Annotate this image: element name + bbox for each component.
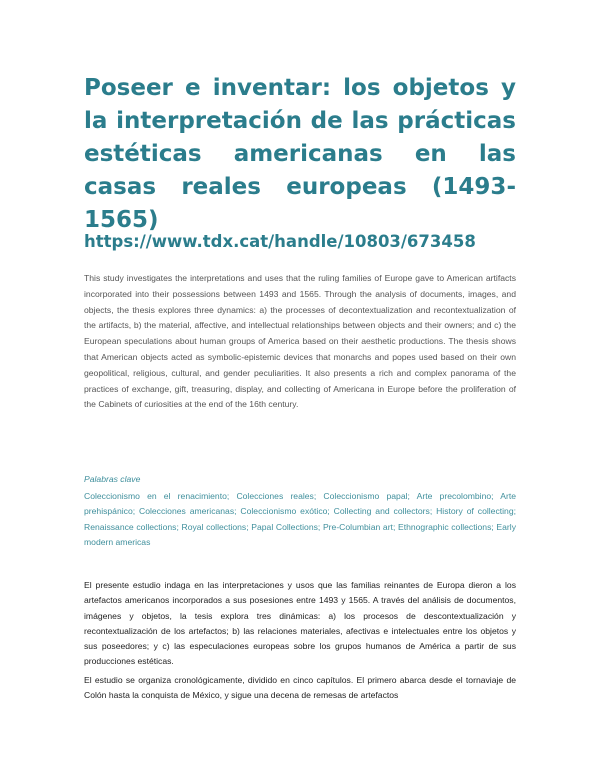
keywords-heading: Palabras clave (84, 474, 141, 484)
document-title: Poseer e inventar: los objetos y la interpretación de las prácticas estéticas americanas en las casas reales europeas (1493-1565) (84, 75, 516, 233)
abstract-spanish-paragraph-2: El estudio se organiza cronológicamente, dividido en cinco capítulos. El primero abarca desde el tornaviaje de Colón hasta la conquista de México, y sigue una decena de remesas de artefactos (84, 675, 516, 701)
keywords-list: Coleccionismo en el renacimiento; Colecciones reales; Coleccionismo papal; Arte precolombino; Arte prehispánico; Colecciones americanas; Coleccionismo exótico; Collecting and collectors; History of collecting; Renaissance collections; Royal collections; Papal Collections; Pre-Columbian art; Ethnographic collections; Early modern americas (84, 491, 516, 548)
handle-link[interactable]: https://www.tdx.cat/handle/10803/673458 (84, 232, 476, 251)
abstract-spanish-paragraph-1: El presente estudio indaga en las interpretaciones y usos que las familias reinantes de Europa dieron a los artefactos americanos incorporados a sus posesiones entre 1493 y 1565. A través del análisis de documentos, imágenes y objetos, la tesis explora tres dinámicas: a) los procesos de descontextualización y recontextualización de los artefactos; b) las relaciones materiales, afectivas e intelectuales entre los objetos y sus poseedores; y c) las especulaciones europeas sobre los grupos humanos de América a partir de sus producciones estéticas. (84, 580, 516, 667)
abstract-english: This study investigates the interpretations and uses that the ruling families of Europe gave to American artifacts incorporated into their possessions between 1493 and 1565. Through the analysis of documents, images, and objects, the thesis explores three dynamics: a) the processes of decontextualization and recontextualization of the artifacts, b) the material, affective, and intellectual relationships between objects and their owners; and c) the European speculations about human groups of America based on their aesthetic productions. The thesis shows that American objects acted as symbolic-epistemic devices that monarchs and popes used based on their own geopolitical, religious, cultural, and gender peculiarities. It also presents a rich and complex panorama of the practices of exchange, gift, treasuring, display, and collecting of Americana in Europe before the proliferation of the Cabinets of curiosities at the end of the 16th century. (84, 273, 516, 410)
